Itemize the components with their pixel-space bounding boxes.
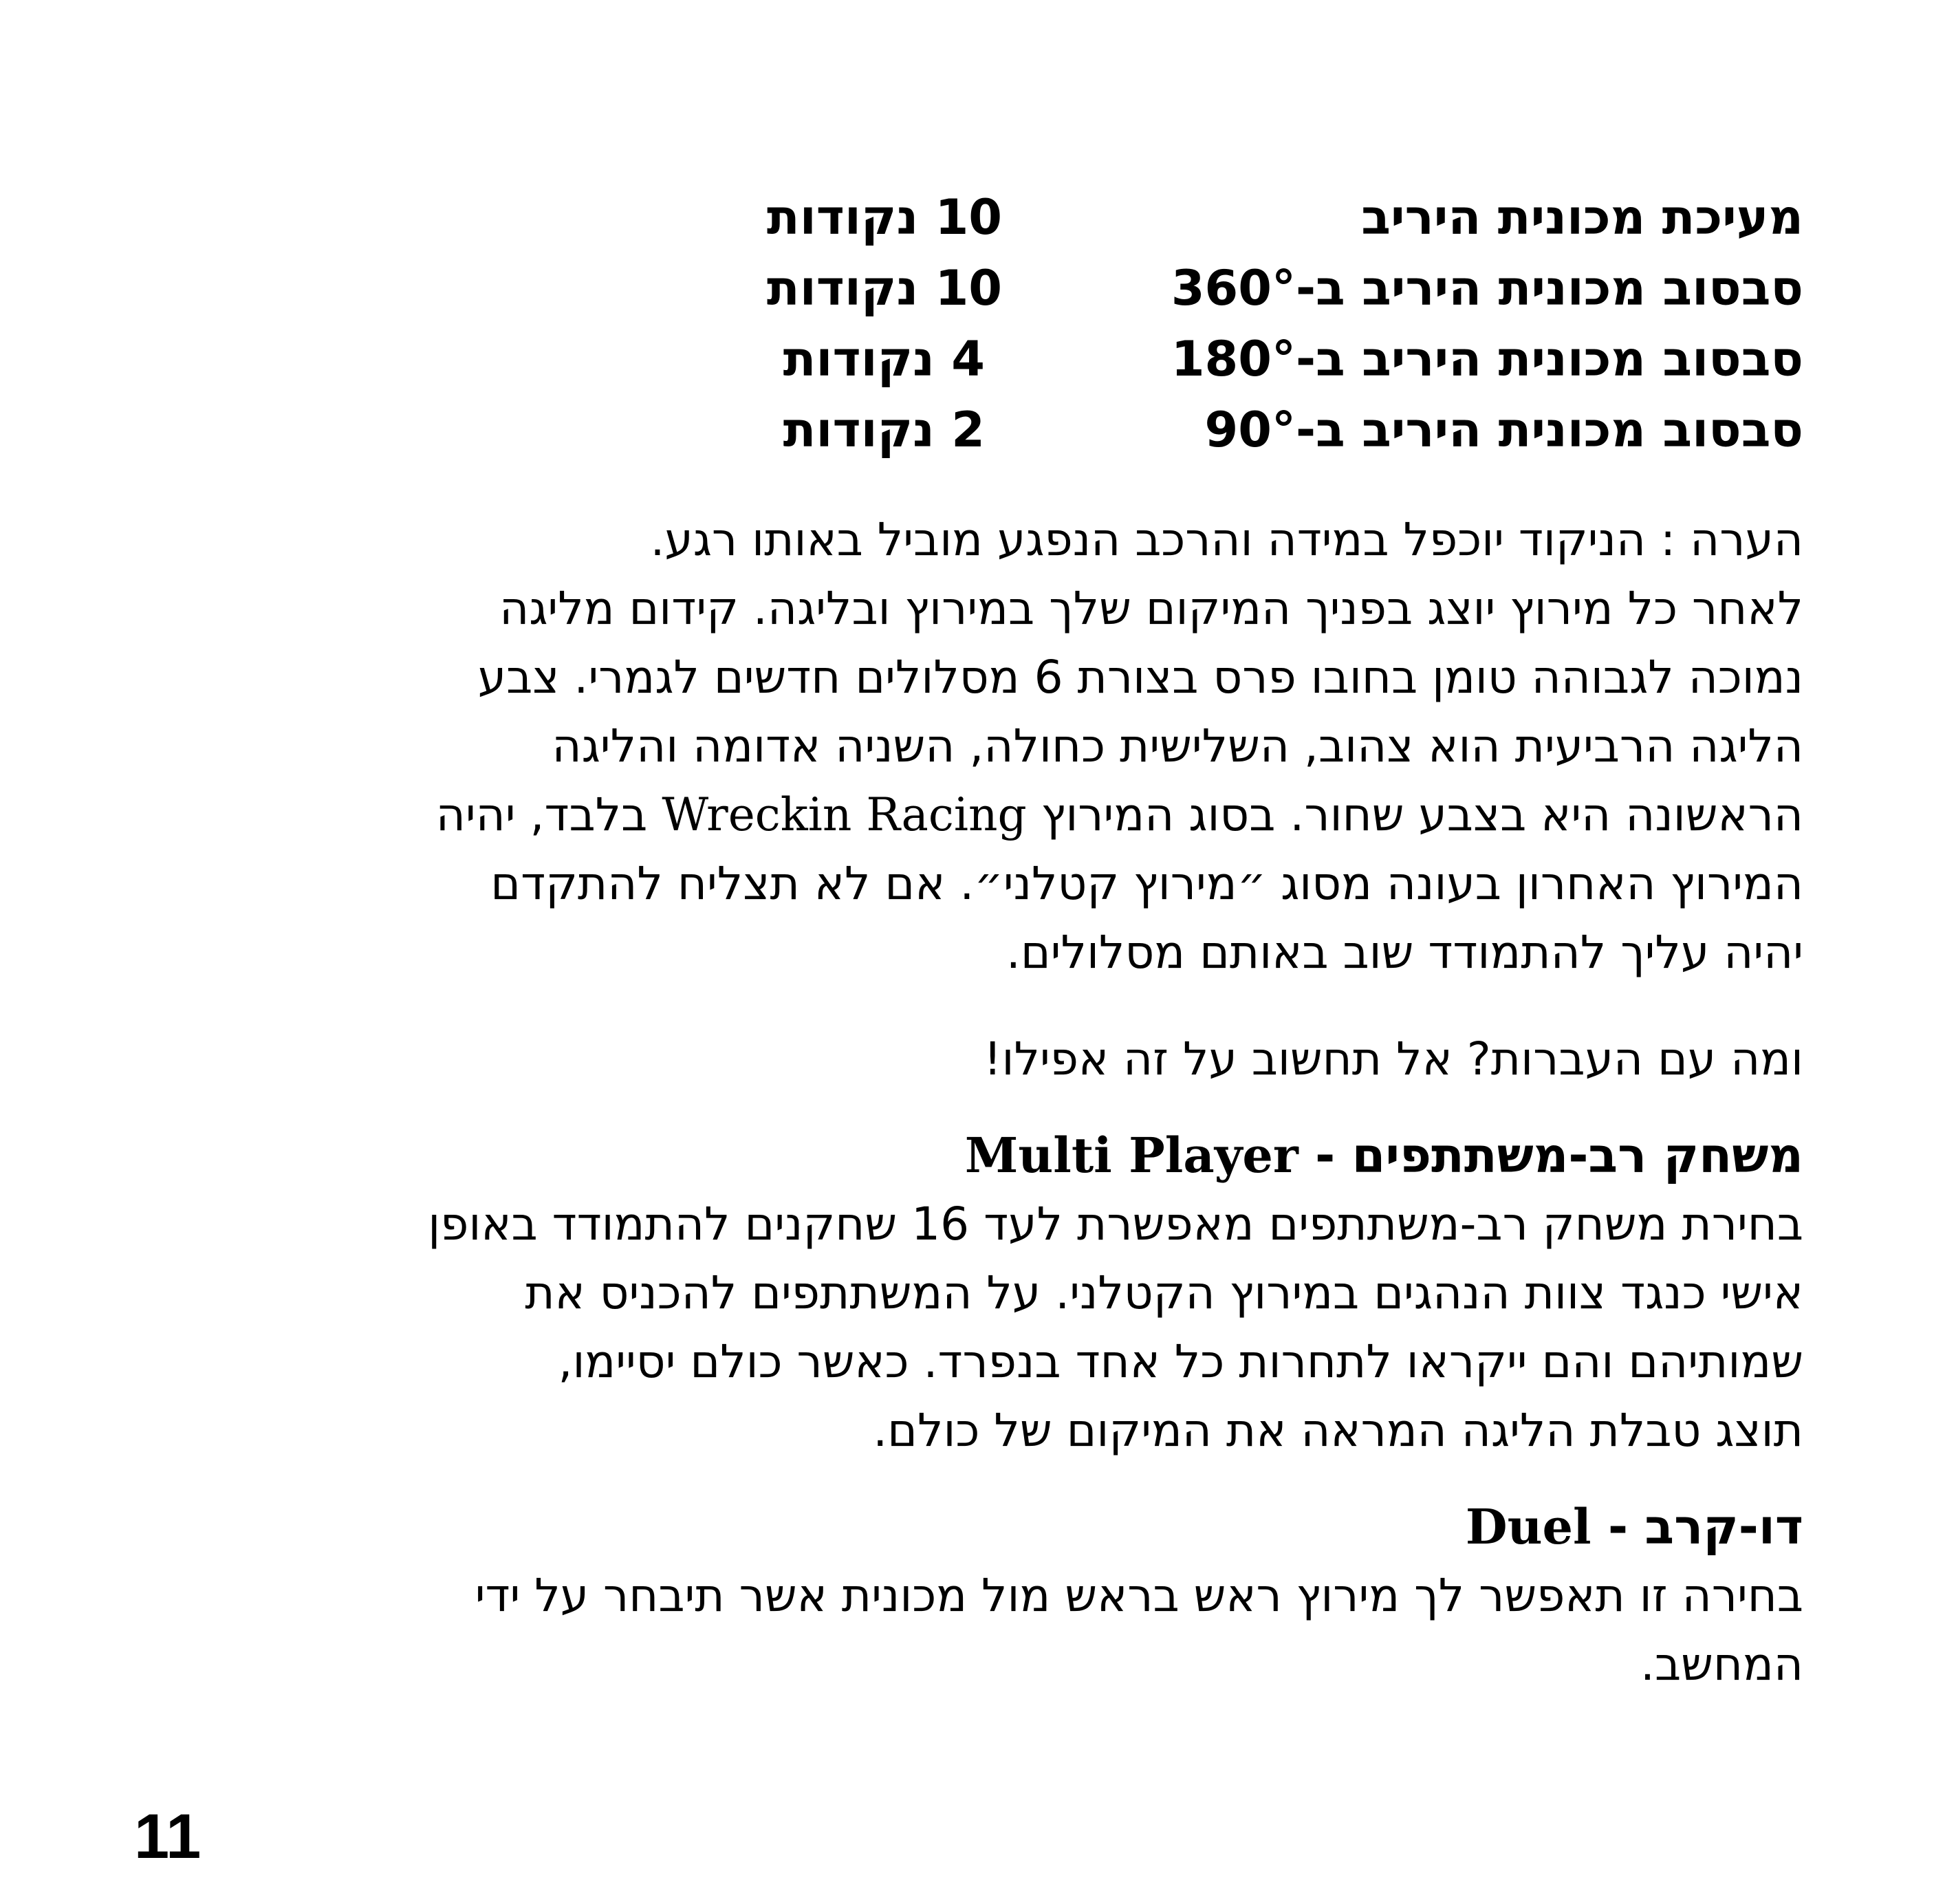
scoring-row [715,182,1803,253]
multiplayer-body: בחירת משחק רב-משתתפים מאפשרת לעד 16 שחקנים להתמודד באופן אישי כנגד צוות הנהגים במירוץ הקטלני. על המשתתפים להכניס את שמותיהם והם ייקראו לתחרות כל אחד בנפרד. כאשר כולם יסיימו, תוצג טבלת הליגה המראה את המיקום של כולם. [428,1198,1803,1457]
note-line: הליגה הרביעית הוא צהוב, השלישית כחולה, השניה אדומה והליגה [552,720,1803,772]
page-number: 11 [134,1802,202,1872]
scoring-row [715,324,1803,395]
scoring-row [715,395,1803,466]
multiplayer-heading [125,1121,1803,1190]
heading-hebrew: דו-קרב - [1591,1499,1803,1555]
scoring-points: 2 נקודות [783,402,985,458]
note-text: בלבד, יהיה [435,788,662,841]
heading-hebrew: משחק רב-משתתפים - [1298,1127,1803,1184]
scoring-label: מעיכת מכונית היריב [1361,189,1803,246]
note-line: נמוכה לגבוהה טומן בחובו פרס בצורת 6 מסלולים חדשים לגמרי. צבע [477,651,1803,704]
scoring-points: 10 נקודות [766,189,1002,246]
note-line: הערה : הניקוד יוכפל במידה והרכב הנפגע מוביל באותו רגע. [650,513,1803,566]
multiplayer-section [125,1121,1803,1465]
heading-english: Multi Player [964,1127,1299,1184]
note-line: לאחר כל מירוץ יוצג בפניך המיקום שלך במירוץ ובליגה. קידום מליגה [499,582,1803,635]
duel-section [125,1493,1803,1699]
question-text: ומה עם העברות? אל תחשוב על זה אפילו! [984,1032,1803,1085]
scoring-points: 10 נקודות [766,260,1002,316]
question-section [125,1025,1803,1094]
scoring-label: סבסוב מכונית היריב ב-360° [1171,260,1803,316]
scoring-points: 4 נקודות [783,331,985,387]
note-section [125,506,1803,987]
game-mode-name: Wreckin Racing [662,788,1027,841]
scoring-label: סבסוב מכונית היריב ב-180° [1171,331,1803,387]
scoring-label: סבסוב מכונית היריב ב-90° [1204,402,1803,458]
scoring-row [715,253,1803,324]
note-line [125,781,1803,850]
duel-heading [125,1493,1803,1561]
heading-english: Duel [1465,1498,1591,1555]
note-line: המירוץ האחרון בעונה מסוג ״מירוץ קטלני״. אם לא תצליח להתקדם [490,857,1803,910]
scoring-table [715,182,1803,466]
duel-body: בחירה זו תאפשר לך מירוץ ראש בראש מול מכונית אשר תיבחר על ידי המחשב. [475,1569,1803,1691]
note-text: הראשונה היא בצבע שחור. בסוג המירוץ [1026,788,1803,841]
note-line: יהיה עליך להתמודד שוב באותם מסלולים. [1006,926,1803,979]
